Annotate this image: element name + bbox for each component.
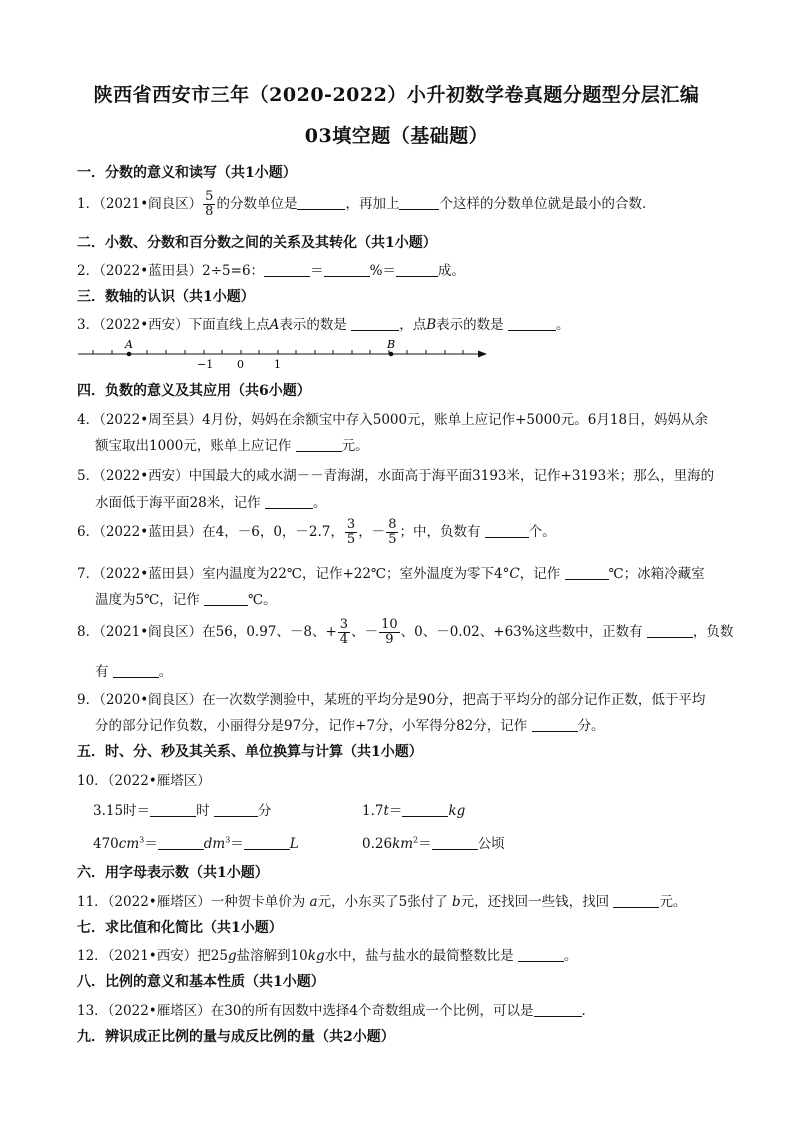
question-8-cont: 有 。: [95, 664, 173, 680]
answer-blank[interactable]: [532, 717, 578, 732]
fraction: $\frac{3}{5}$: [346, 517, 356, 547]
answer-blank[interactable]: [402, 802, 448, 817]
label-b: B: [387, 338, 396, 351]
page-subtitle: 03填空题（基础题）: [304, 125, 489, 147]
question-5: 5．（2022•西安）中国最大的咸水湖－－青海湖，水面高于海平面3193米，记作+3193米；那么，里海的: [77, 468, 715, 484]
tick-label: 0: [237, 358, 244, 371]
fraction: $\frac{3}{4}$: [339, 617, 349, 647]
question-10-row-3: $470cm^3= dm^3= L$: [93, 835, 299, 852]
question-7-cont: 温度为5℃，记作 ℃。: [95, 592, 277, 608]
question-11: 11．（2022•雁塔区）一种贺卡单价为 a元，小东买了5张付了 b元，还找回一些钱，找回 元。: [77, 894, 687, 910]
question-13: 13．（2022•雁塔区）在30的所有因数中选择4个奇数组成一个比例，可以是 ．: [77, 1003, 596, 1019]
question-7: 7．（2022•蓝田县）室内温度为22℃，记作+22℃；室外温度为零下4°C，记作 ℃；冰箱冷藏室: [77, 566, 705, 582]
answer-blank[interactable]: [150, 802, 196, 817]
question-10-row-1: 3.15时＝ 时 分: [93, 803, 272, 819]
question-10-row-2: 1.7t＝ kg: [362, 803, 466, 819]
answer-blank[interactable]: [265, 494, 313, 509]
question-5-cont: 水面低于海平面28米，记作 。: [95, 495, 327, 511]
section-heading: 七．求比值和化简比（共1小题）: [77, 920, 283, 936]
answer-blank[interactable]: [613, 893, 659, 908]
fraction: $\frac{5}{8}$: [205, 189, 214, 219]
answer-blank[interactable]: [485, 523, 529, 538]
section-heading: 九．辨识成正比例的量与成反比例的量（共2小题）: [77, 1029, 395, 1045]
section-heading: 三．数轴的认识（共1小题）: [77, 289, 255, 305]
number-line: [75, 336, 495, 372]
answer-blank[interactable]: [297, 195, 345, 210]
question-3: 3．（2022•西安）下面直线上点A表示的数是 ，点B表示的数是 。: [77, 317, 570, 333]
fraction: $\frac{8}{5}$: [388, 517, 397, 547]
section-heading: 六．用字母表示数（共1小题）: [77, 865, 269, 881]
answer-blank[interactable]: [296, 437, 342, 452]
section-heading: 四．负数的意义及其应用（共6小题）: [77, 383, 311, 399]
point-a: [127, 352, 132, 357]
answer-blank[interactable]: [565, 565, 609, 580]
tick-label: −1: [197, 358, 214, 371]
answer-blank[interactable]: [324, 262, 370, 277]
arrow-icon: [478, 351, 487, 358]
question-6: 6．（2022•蓝田县）在4，－6，0，－2.7， $\frac{3}{5}$ ，－ $\frac{8}{5}$ ；中，负数有 个。: [77, 517, 556, 547]
label-a: A: [125, 338, 133, 351]
question-10: 10．（2022•雁塔区）: [77, 773, 211, 789]
answer-blank[interactable]: [264, 262, 310, 277]
answer-blank[interactable]: [432, 835, 478, 850]
tick-label: 1: [274, 358, 281, 371]
question-9-cont: 分的部分记作负数，小丽得分是97分，记作+7分，小军得分82分，记作 分。: [95, 718, 605, 734]
answer-blank[interactable]: [214, 802, 258, 817]
tick-marks: [93, 350, 463, 354]
question-4-cont: 额宝取出1000元，账单上应记作 元。: [95, 438, 369, 454]
fraction: $\frac{10}{9}$: [381, 617, 398, 647]
answer-blank[interactable]: [351, 316, 399, 331]
section-heading: 八．比例的意义和基本性质（共1小题）: [77, 974, 325, 990]
point-b: [389, 352, 394, 357]
question-1: 1．（2021•阎良区） $\frac{5}{8}$ 的分数单位是 ，再加上 个这样的分数单位就是最小的合数．: [77, 189, 656, 219]
answer-blank[interactable]: [518, 947, 564, 962]
question-2: 2．（2022•蓝田县）2÷5=6： ＝ %＝ 成。: [77, 263, 465, 279]
answer-blank[interactable]: [113, 663, 159, 678]
question-9: 9．（2020•阎良区）在一次数学测验中，某班的平均分是90分，把高于平均分的部分记作正数，低于平均: [77, 692, 706, 708]
section-heading: 一．分数的意义和读写（共1小题）: [77, 165, 297, 181]
answer-blank[interactable]: [534, 1002, 582, 1017]
answer-blank[interactable]: [204, 591, 248, 606]
question-12: 12．（2021•西安）把25g盐溶解到10kg水中，盐与盐水的最简整数比是 。: [77, 948, 578, 964]
answer-blank[interactable]: [647, 623, 693, 638]
question-8: 8．（2021•阎良区）在56，0.97、－8、+ $\frac{3}{4}$ 、－ $\frac{10}{9}$ 、0、－0.02、+63%这些数中，正数有 ，负数: [77, 617, 734, 647]
answer-blank[interactable]: [399, 195, 439, 210]
question-10-row-4: $0.26km^2=$ 公顷: [362, 835, 505, 852]
answer-blank[interactable]: [244, 835, 290, 850]
question-4: 4．（2022•周至县）4月份，妈妈在余额宝中存入5000元，账单上应记作+5000元。6月18日，妈妈从余: [77, 412, 709, 428]
answer-blank[interactable]: [396, 262, 438, 277]
answer-blank[interactable]: [508, 316, 556, 331]
answer-blank[interactable]: [158, 835, 204, 850]
section-heading: 五．时、分、秒及其关系、单位换算与计算（共1小题）: [77, 744, 423, 760]
section-heading: 二．小数、分数和百分数之间的关系及其转化（共1小题）: [77, 235, 437, 251]
page-title: 陕西省西安市三年（2020-2022）小升初数学卷真题分题型分层汇编: [93, 84, 700, 106]
